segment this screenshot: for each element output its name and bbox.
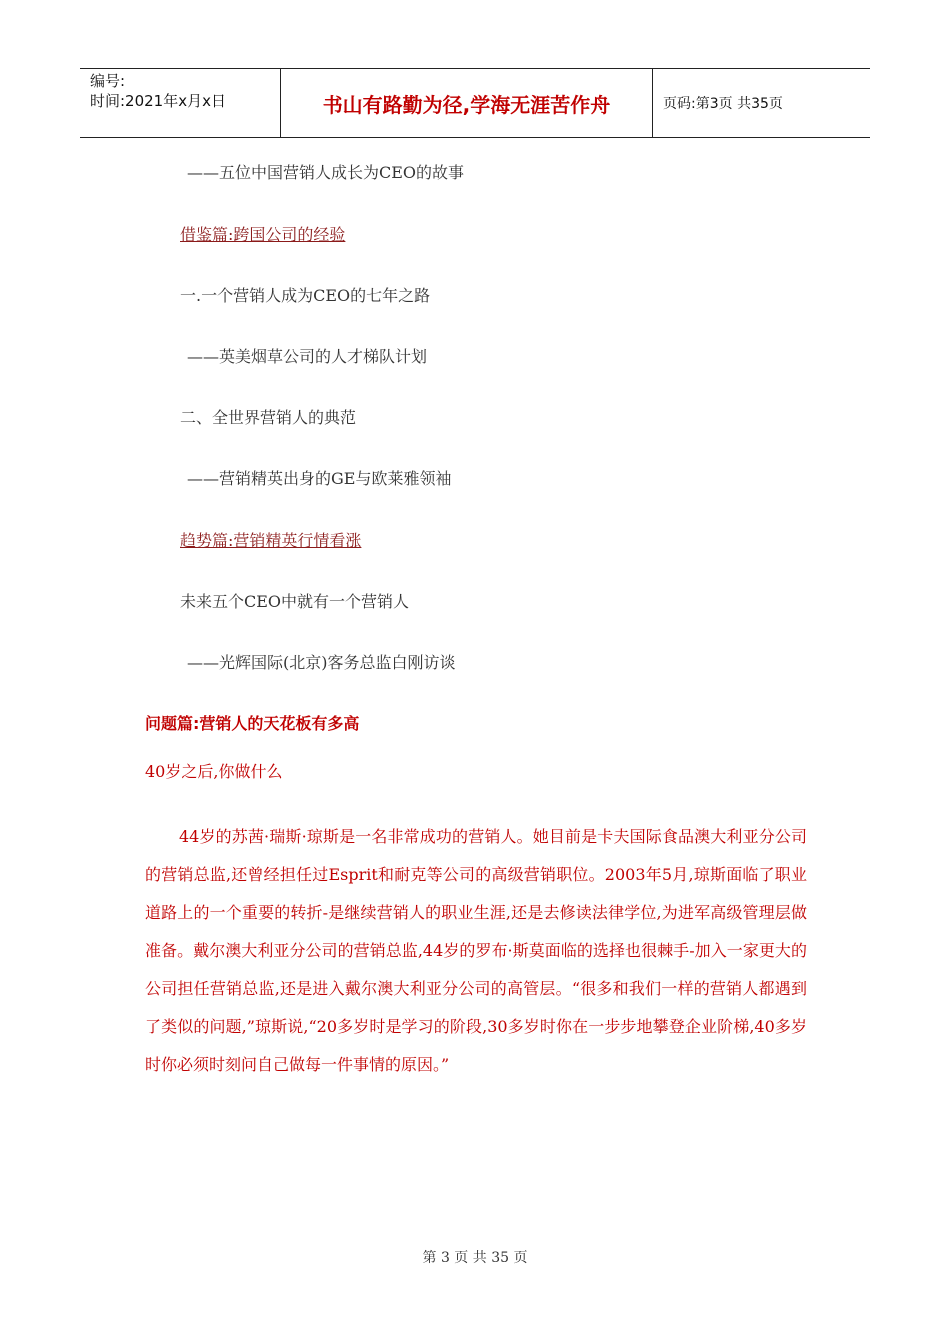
toc-line: ——英美烟草公司的人才梯队计划 [187, 347, 428, 366]
header-meta [80, 69, 281, 137]
toc-line: 一.一个营销人成为CEO的七年之路 [180, 286, 431, 305]
doc-number-label: 编号: [90, 72, 126, 90]
doc-time-label: 时间:2021年x月x日 [90, 92, 226, 110]
toc-section-borrow: 借鉴篇:跨国公司的经验 [180, 225, 346, 244]
header-page-info: 页码:第3页 共35页 [663, 96, 783, 112]
header-motto: 书山有路勤为径,学海无涯苦作舟 [281, 69, 653, 137]
toc-section-trend: 趋势篇:营销精英行情看涨 [180, 531, 362, 550]
toc-line: ——营销精英出身的GE与欧莱雅领袖 [187, 469, 452, 488]
page-header [80, 68, 870, 138]
toc-line: ——五位中国营销人成长为CEO的故事 [187, 163, 465, 182]
page-footer: 第 3 页 共 35 页 [422, 1250, 528, 1266]
body-paragraph: 44岁的苏茜·瑞斯·琼斯是一名非常成功的营销人。她目前是卡夫国际食品澳大利亚分公司的营销总监,还曾经担任过Esprit和耐克等公司的高级营销职位。2003年5月,琼斯面临了职业道路上的一个重要的转折-是继续营销人的职业生涯,还是去修读法律学位,为进军高级管理层做准备。戴尔澳大利亚分公司的营销总监,44岁的罗布·斯莫面临的选择也很棘手-加入一家更大的公司担任营销总监,还是进入戴尔澳大利亚分公司的高管层。“很多和我们一样的营销人都遇到了类似的问题,”琼斯说,“20多岁时是学习的阶段,30多岁时你在一步步地攀登企业阶梯,40多岁时你必须时刻问自己做每一件事情的原因。” [145, 827, 807, 1074]
toc-line: 未来五个CEO中就有一个营销人 [180, 592, 410, 611]
toc-line: 二、全世界营销人的典范 [180, 408, 357, 427]
section-subtitle: 40岁之后,你做什么 [145, 762, 283, 781]
toc-line: ——光辉国际(北京)客务总监白刚访谈 [187, 653, 456, 672]
section-title: 问题篇:营销人的天花板有多高 [145, 714, 360, 733]
